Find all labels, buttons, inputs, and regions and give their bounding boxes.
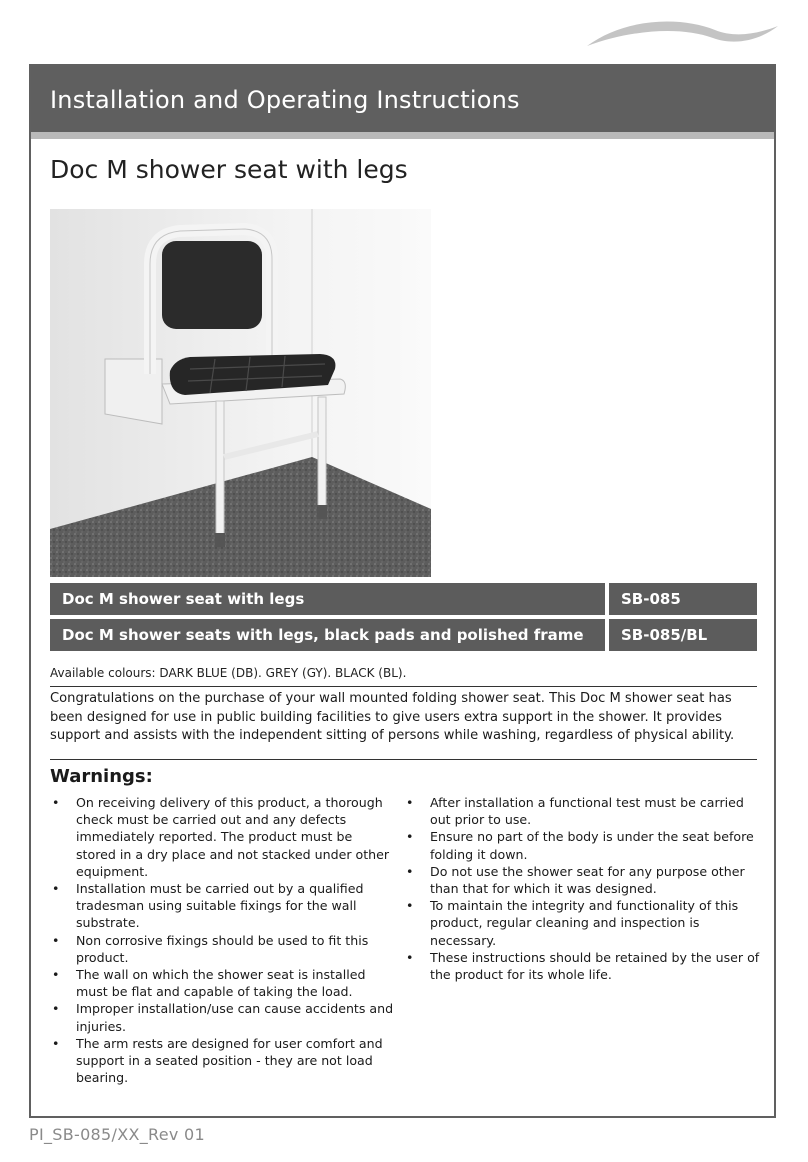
colours-values: DARK BLUE (DB). GREY (GY). BLACK (BL).	[159, 666, 407, 680]
bullet-icon: •	[406, 863, 414, 879]
available-colours	[50, 666, 406, 680]
bullet-icon: •	[406, 795, 414, 810]
bullet-icon: •	[52, 881, 60, 897]
product-row-2-name: Doc M shower seats with legs, black pads and polished frame	[50, 619, 605, 651]
product-photo	[50, 209, 431, 577]
warnings-list-left	[50, 794, 395, 1086]
product-row-2-code: SB-085/BL	[609, 619, 757, 651]
colours-label: Available colours:	[50, 666, 156, 680]
bullet-icon: •	[52, 932, 60, 948]
product-row-1-name: Doc M shower seat with legs	[50, 583, 605, 615]
brand-swoosh-logo	[585, 8, 780, 53]
banner-title: Installation and Operating Instructions	[50, 86, 520, 114]
divider-bottom	[50, 759, 757, 760]
header-stripe	[31, 132, 774, 139]
list-item: • Improper installation/use can cause accidents and injuries.	[52, 1001, 394, 1034]
product-row-1-code: SB-085	[609, 583, 757, 615]
warnings-heading: Warnings:	[50, 766, 153, 787]
list-item: • To maintain the integrity and functionality of this product, regular cleaning and inspection is necessary.	[406, 898, 739, 948]
bullet-icon: •	[52, 1001, 60, 1017]
intro-paragraph: Congratulations on the purchase of your wall mounted folding shower seat. This Doc M shower seat has been designed for use in public building facilities to give users extra support in the shower. It provides support and assists with the independent sitting of persons while washing, regardless of physical ability.	[50, 691, 735, 743]
bullet-icon: •	[406, 829, 414, 845]
document-reference: PI_SB-085/XX_Rev 01	[29, 1125, 205, 1144]
list-item: • After installation a functional test must be carried out prior to use.	[406, 795, 744, 828]
list-item: • On receiving delivery of this product, a thorough check must be carried out and any defects immediately reported. The product must be stored in a dry place and not stacked under other equipment.	[52, 795, 390, 879]
list-item: • Installation must be carried out by a qualified tradesman using suitable fixings for the wall substrate.	[52, 881, 364, 931]
bullet-icon: •	[52, 795, 60, 810]
list-item: • Do not use the shower seat for any purpose other than that for which it was designed.	[406, 863, 745, 897]
warnings-list-right	[404, 794, 760, 983]
list-item: • Non corrosive fixings should be used to fit this product.	[52, 932, 369, 965]
bullet-icon: •	[52, 1035, 60, 1051]
list-item: • The wall on which the shower seat is installed must be flat and capable of taking the load.	[52, 967, 366, 1000]
bullet-icon: •	[406, 898, 414, 914]
page-title: Doc M shower seat with legs	[50, 155, 408, 184]
list-item: • Ensure no part of the body is under the seat before folding it down.	[406, 829, 754, 862]
bullet-icon: •	[406, 949, 414, 965]
divider-top	[50, 686, 757, 687]
list-item: • These instructions should be retained by the user of the product for its whole life.	[406, 949, 760, 983]
bullet-icon: •	[52, 967, 60, 983]
list-item: • The arm rests are designed for user comfort and support in a seated position - they are not load bearing.	[52, 1035, 383, 1086]
